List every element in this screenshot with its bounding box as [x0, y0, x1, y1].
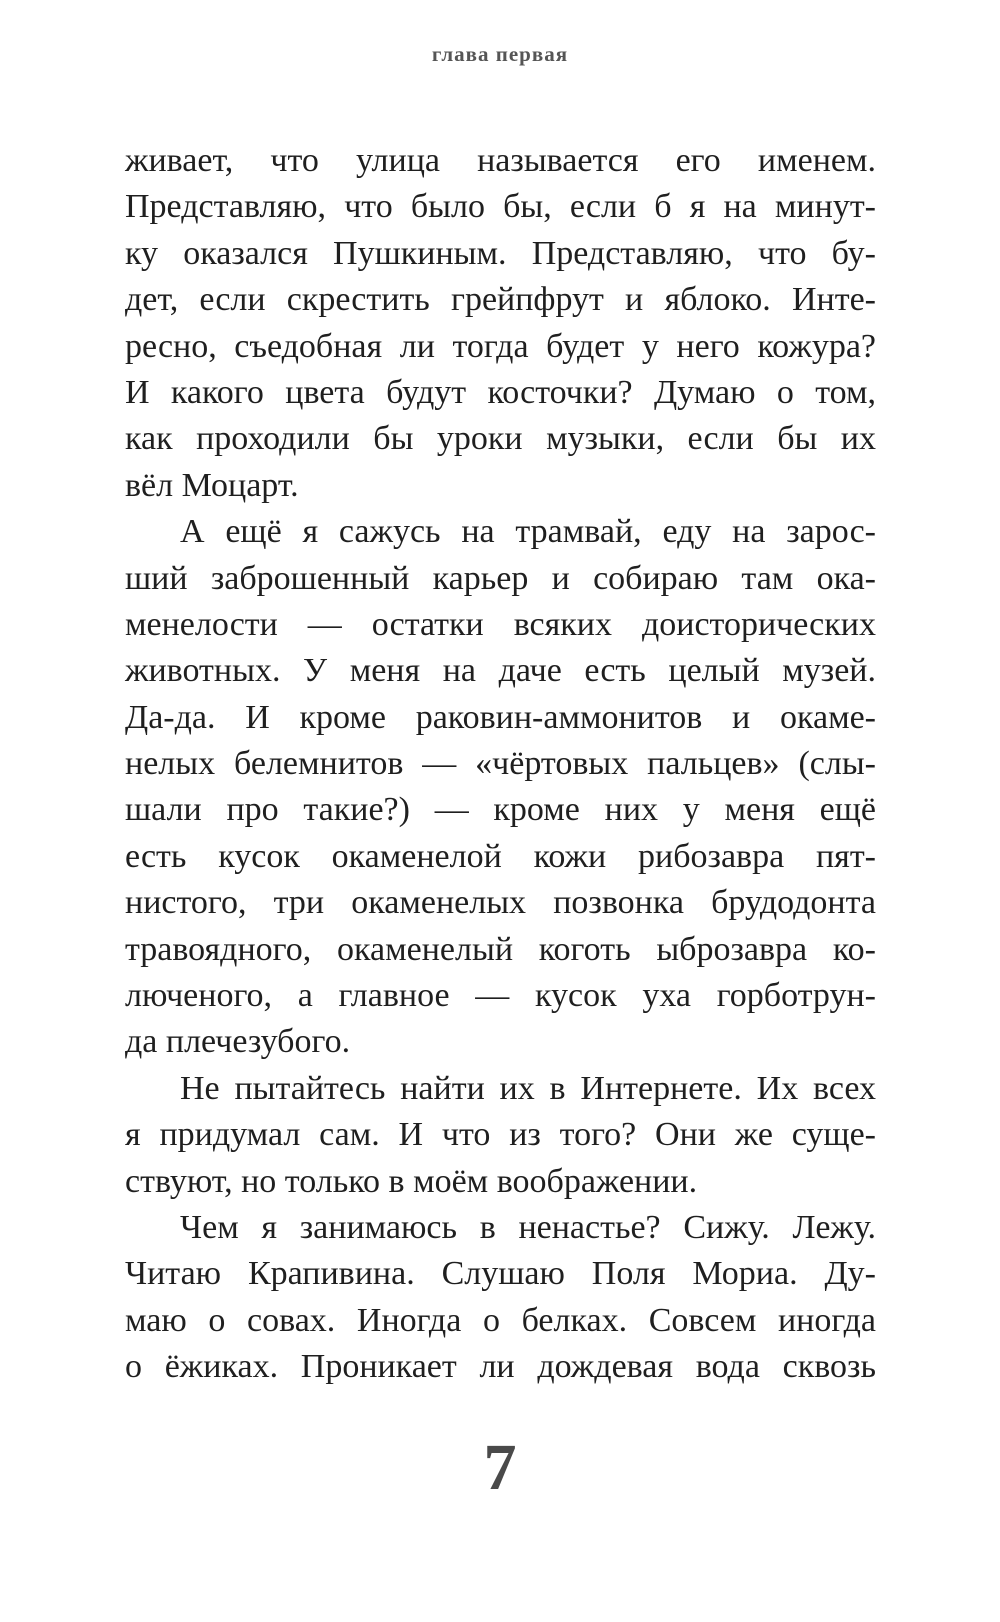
- text-line: люченого, а главное — кусок уха горботрун-: [125, 977, 876, 1015]
- text-line: ший заброшенный карьер и собираю там ока-: [125, 559, 876, 597]
- text-line: вёл Моцарт.: [125, 466, 299, 504]
- paragraph: [125, 1205, 876, 1391]
- text-line: Представляю, что было бы, если б я на минут-: [125, 188, 876, 226]
- text-line: о ёжиках. Проникает ли дождевая вода сквозь: [125, 1348, 876, 1386]
- text-line: Да-да. И кроме раковин-аммонитов и окаме-: [125, 698, 876, 736]
- text-line: дет, если скрестить грейпфрут и яблоко. Инте-: [125, 281, 876, 319]
- page-number: 7: [483, 1431, 517, 1504]
- paragraph: [125, 1066, 876, 1205]
- text-line: А ещё я сажусь на трамвай, еду на зарос-: [180, 513, 876, 551]
- text-line: нистого, три окаменелых позвонка брудодонта: [125, 884, 876, 922]
- text-line: как проходили бы уроки музыки, если бы их: [125, 420, 876, 458]
- text-line: Чем я занимаюсь в ненастье? Сижу. Лежу.: [180, 1208, 876, 1246]
- body-text: [125, 138, 876, 1391]
- text-line: да плечезубого.: [125, 1023, 351, 1061]
- text-line: ку оказался Пушкиным. Представляю, что бу-: [125, 234, 876, 272]
- text-line: маю о совах. Иногда о белках. Совсем иногда: [125, 1301, 876, 1339]
- text-line: ресно, съедобная ли тогда будет у него кожура?: [125, 327, 876, 365]
- running-head: глава первая: [431, 42, 569, 66]
- text-line: нелых белемнитов — «чёртовых пальцев» (слы-: [125, 745, 876, 783]
- text-line: ствуют, но только в моём воображении.: [125, 1162, 698, 1200]
- text-line: я придумал сам. И что из того? Они же суще-: [125, 1116, 876, 1154]
- text-line: есть кусок окаменелой кожи рибозавра пят-: [125, 837, 876, 875]
- text-line: Читаю Крапивина. Слушаю Поля Мориа. Ду-: [125, 1255, 876, 1293]
- text-line: животных. У меня на даче есть целый музей.: [125, 652, 876, 690]
- text-line: Не пытайтесь найти их в Интернете. Их всех: [180, 1069, 876, 1107]
- paragraph: [125, 509, 876, 1066]
- text-line: И какого цвета будут косточки? Думаю о том,: [125, 373, 876, 411]
- text-line: менелости — остатки всяких доисторических: [125, 605, 876, 643]
- text-line: шали про такие?) — кроме них у меня ещё: [125, 791, 876, 829]
- paragraph: [125, 138, 876, 509]
- text-line: живает, что улица называется его именем.: [125, 142, 876, 179]
- text-line: травоядного, окаменелый коготь ыброзавра ко-: [125, 930, 876, 968]
